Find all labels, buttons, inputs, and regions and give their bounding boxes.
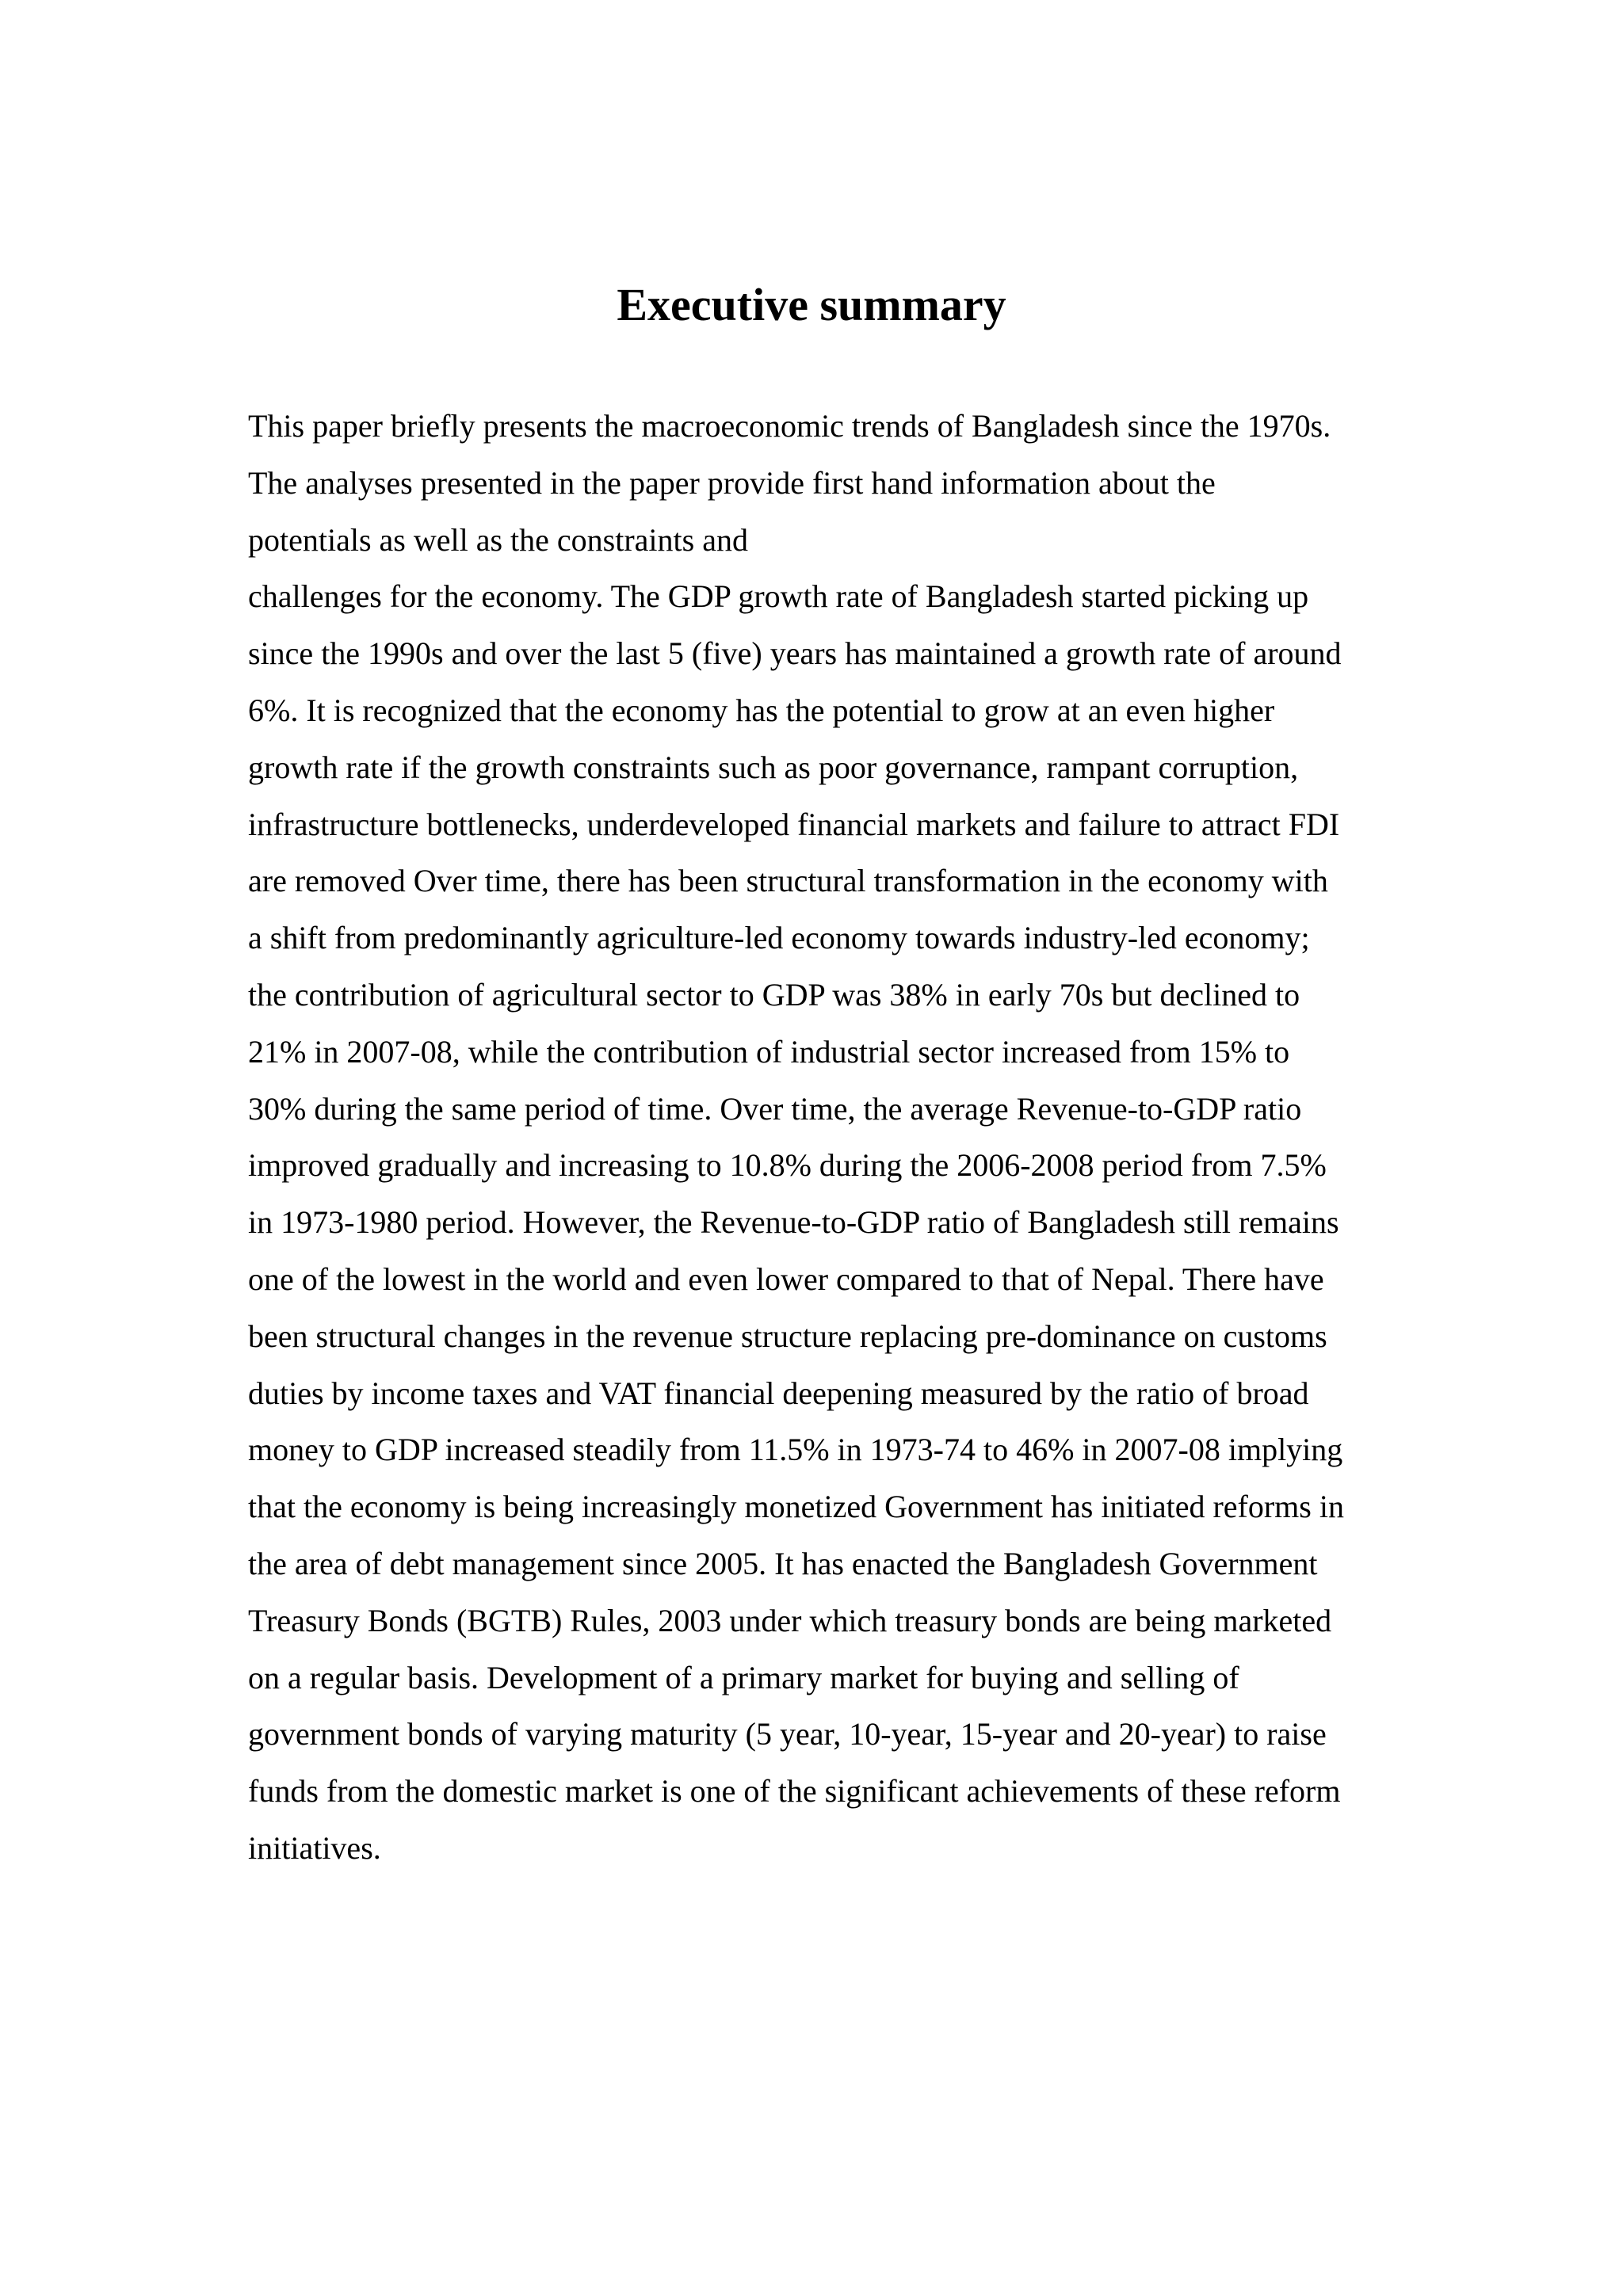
paragraph-line: 21% in 2007-08, while the contribution of industrial sector increased from 15% to: [248, 1033, 1290, 1070]
paragraph-line: money to GDP increased steadily from 11.5% in 1973-74 to 46% in 2007-08 implying: [248, 1432, 1343, 1468]
paragraph-line: improved gradually and increasing to 10.8% during the 2006-2008 period from 7.5%: [248, 1147, 1327, 1184]
paragraph-line: government bonds of varying maturity (5 year, 10-year, 15-year and 20-year) to raise: [248, 1716, 1327, 1753]
paragraph-line: infrastructure bottlenecks, underdeveloped financial markets and failure to attract FDI: [248, 806, 1340, 842]
page-title: Executive summary: [617, 279, 1006, 330]
paragraph-line: challenges for the economy. The GDP growth rate of Bangladesh started picking up: [248, 578, 1309, 615]
paragraph-line: 6%. It is recognized that the economy has the potential to grow at an even higher: [248, 692, 1275, 728]
paragraph-line: since the 1990s and over the last 5 (five) years has maintained a growth rate of around: [248, 635, 1342, 672]
paragraph-line: duties by income taxes and VAT financial deepening measured by the ratio of broad: [248, 1375, 1309, 1411]
paragraph-line: growth rate if the growth constraints such as poor governance, rampant corruption,: [248, 749, 1299, 785]
paragraph-line: potentials as well as the constraints and: [248, 521, 748, 558]
paragraph-line: on a regular basis. Development of a primary market for buying and selling of: [248, 1659, 1239, 1695]
summary-paragraph: [248, 398, 1421, 1877]
paragraph-line: This paper briefly presents the macroeconomic trends of Bangladesh since the 1970s.: [248, 408, 1331, 444]
paragraph-line: one of the lowest in the world and even lower compared to that of Nepal. There have: [248, 1261, 1324, 1297]
paragraph-line: initiatives.: [248, 1829, 381, 1866]
paragraph-line: are removed Over time, there has been structural transformation in the economy with: [248, 863, 1328, 899]
paragraph-line: in 1973-1980 period. However, the Revenue-to-GDP ratio of Bangladesh still remains: [248, 1204, 1339, 1241]
paragraph-line: the contribution of agricultural sector to GDP was 38% in early 70s but declined to: [248, 976, 1300, 1013]
paragraph-line: that the economy is being increasingly monetized Government has initiated reforms in: [248, 1489, 1344, 1525]
paragraph-line: 30% during the same period of time. Over time, the average Revenue-to-GDP ratio: [248, 1090, 1302, 1127]
paragraph-line: funds from the domestic market is one of the significant achievements of these reform: [248, 1773, 1341, 1810]
paragraph-line: The analyses presented in the paper provide first hand information about the: [248, 464, 1216, 501]
paragraph-line: a shift from predominantly agriculture-led economy towards industry-led economy;: [248, 920, 1310, 956]
paragraph-line: been structural changes in the revenue structure replacing pre-dominance on customs: [248, 1318, 1327, 1354]
paragraph-line: the area of debt management since 2005. It has enacted the Bangladesh Government: [248, 1545, 1318, 1581]
paragraph-line: Treasury Bonds (BGTB) Rules, 2003 under which treasury bonds are being marketed: [248, 1602, 1332, 1638]
